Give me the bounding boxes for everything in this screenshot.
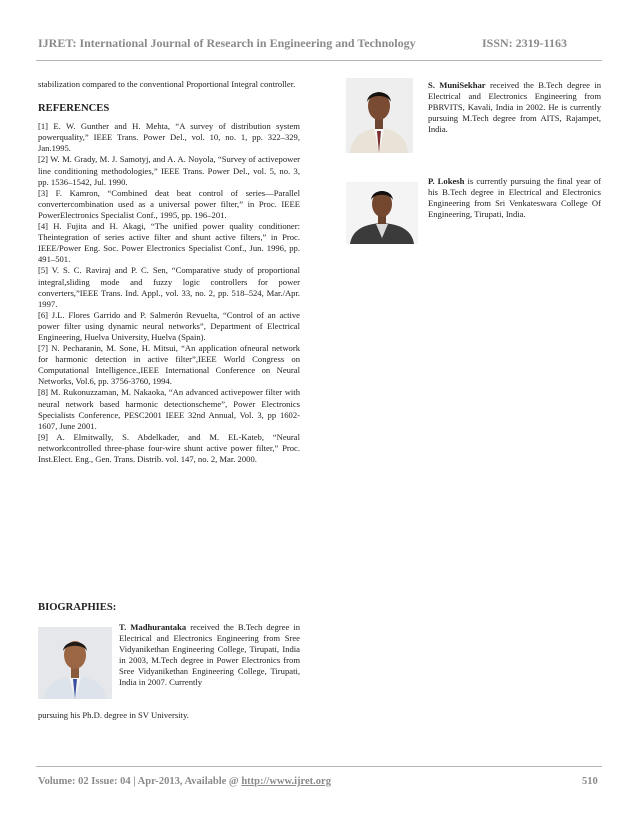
bio-text: received the B.Tech degree in Electrical and Electronics Engineering from Sree Vidyanikethan Engineering College, Tirupati, India in 2003, M.Tech degree in Power Electronics from Sree Vidyanikethan Engineering College, Tirupati, India in 2007. Currently xyxy=(119,622,300,688)
reference-item: [5] V. S. C. Raviraj and P. C. Sen, “Comparative study of proportional integral,sliding mode and fuzzy logic controllers for power converters,”IEEE Trans. Ind. Appl., vol. 33, no. 2, pp. 518–524, Mar./Apr. 1997. xyxy=(38,265,300,309)
reference-item: [6] J.L. Flores Garrido and P. Salmerón Revuelta, “Control of an active power filter using dynamic neural networks”, Department of Electrical Engineering, Huelva University, Huelva (Spain). xyxy=(38,309,300,342)
bio-name: S. MuniSekhar xyxy=(428,80,486,90)
reference-item: [7] N. Pecharanin, M. Sone, H. Mitsui, “An application ofneural network for harmonic detection in active filter”,IEEE World Congress on Computational Intelligence.,IEEE International Conference on Neural Networks, Vol.6, pp. 3756-3760, 1994. xyxy=(38,343,300,387)
issn: ISSN: 2319-1163 xyxy=(482,36,568,50)
bio-name: T. Madhurantaka xyxy=(119,622,187,632)
bio-name: P. Lokesh xyxy=(428,176,465,186)
bio-lokesh xyxy=(428,176,601,220)
reference-list xyxy=(38,121,300,465)
footer-volume xyxy=(38,776,331,787)
left-column xyxy=(38,79,300,465)
reference-item: [2] W. M. Grady, M. J. Samotyj, and A. A. Noyola, “Survey of activepower line conditioning methodologies,” IEEE Trans. Power Del., vol. 5, no. 3, pp. 1536–1542, Jul. 1990. xyxy=(38,154,300,187)
footer-volume-text: Volume: 02 Issue: 04 | Apr-2013, Available @ xyxy=(38,776,242,787)
journal-title: IJRET: International Journal of Research in Engineering and Technology xyxy=(38,36,416,50)
footer-rule xyxy=(36,766,602,767)
bio-text: is currently pursuing the final year of his B.Tech degree in Electrical and Electronics Engineering from Sri Venkateswara College Of Engineering, Tirupati, India. xyxy=(428,176,601,220)
reference-item: [8] M. Rukonuzzaman, M. Nakaoka, “An advanced activepower filter with neural network based harmonic detectionscheme”, Power Electronics Specialists Conference, PESC2001 IEEE 32nd Annual, Vol. 3, pp 1602-1607, June 2001. xyxy=(38,387,300,431)
biographies-heading: BIOGRAPHIES: xyxy=(38,602,117,613)
reference-item: [9] A. Elmitwally, S. Abdelkader, and M. EL-Kateb, “Neural networkcontrolled three-phase four-wire shunt active power filter,” Proc. Inst.Elect. Eng., Gen. Trans. Distrib. vol. 147, no. 2, Mar. 2000. xyxy=(38,431,300,464)
reference-item: [1] E. W. Gunther and H. Mehta, “A survey of distribution system powerquality,” IEEE Trans. Power Del., vol. 10, no. 1, pp. 322–329, Jan.1995. xyxy=(38,121,300,154)
bio-text: received the B.Tech degree in Electrical and Electronics Engineering from PBRVITS, Kavali, India in 2002. He is currently pursuing M.Tech degree from AITS, Rajampet, India. xyxy=(428,80,601,135)
header-rule xyxy=(36,60,602,61)
bio-madhurantaka-continued: pursuing his Ph.D. degree in SV University. xyxy=(38,710,189,720)
journal-link[interactable]: http://www.ijret.org xyxy=(241,776,331,787)
reference-item: [4] H. Fujita and H. Akagi, “The unified power quality conditioner: Theintegration of series active filter and shunt active filters,” in Proc. IEEE/Power Eng. Soc. Power Electronics Specialist Conf., Jun. 1996, pp. 491–501. xyxy=(38,221,300,265)
reference-item: [3] F. Kamron, “Combined deat beat control of series—Parallel convertercombination used as a universal power filter,” in Proc. IEEE PowerElectronics Specialist Conf., 1995, pp. 196–201. xyxy=(38,187,300,220)
author-photo-lokesh xyxy=(346,182,418,244)
bio-munisekhar xyxy=(428,80,601,135)
intro-text: stabilization compared to the conventional Proportional Integral controller. xyxy=(38,79,296,89)
author-photo-munisekhar xyxy=(346,78,413,153)
bio-madhurantaka xyxy=(119,622,300,689)
author-photo-madhurantaka xyxy=(38,627,112,699)
references-heading: REFERENCES xyxy=(38,103,110,115)
page-number: 510 xyxy=(582,776,598,787)
